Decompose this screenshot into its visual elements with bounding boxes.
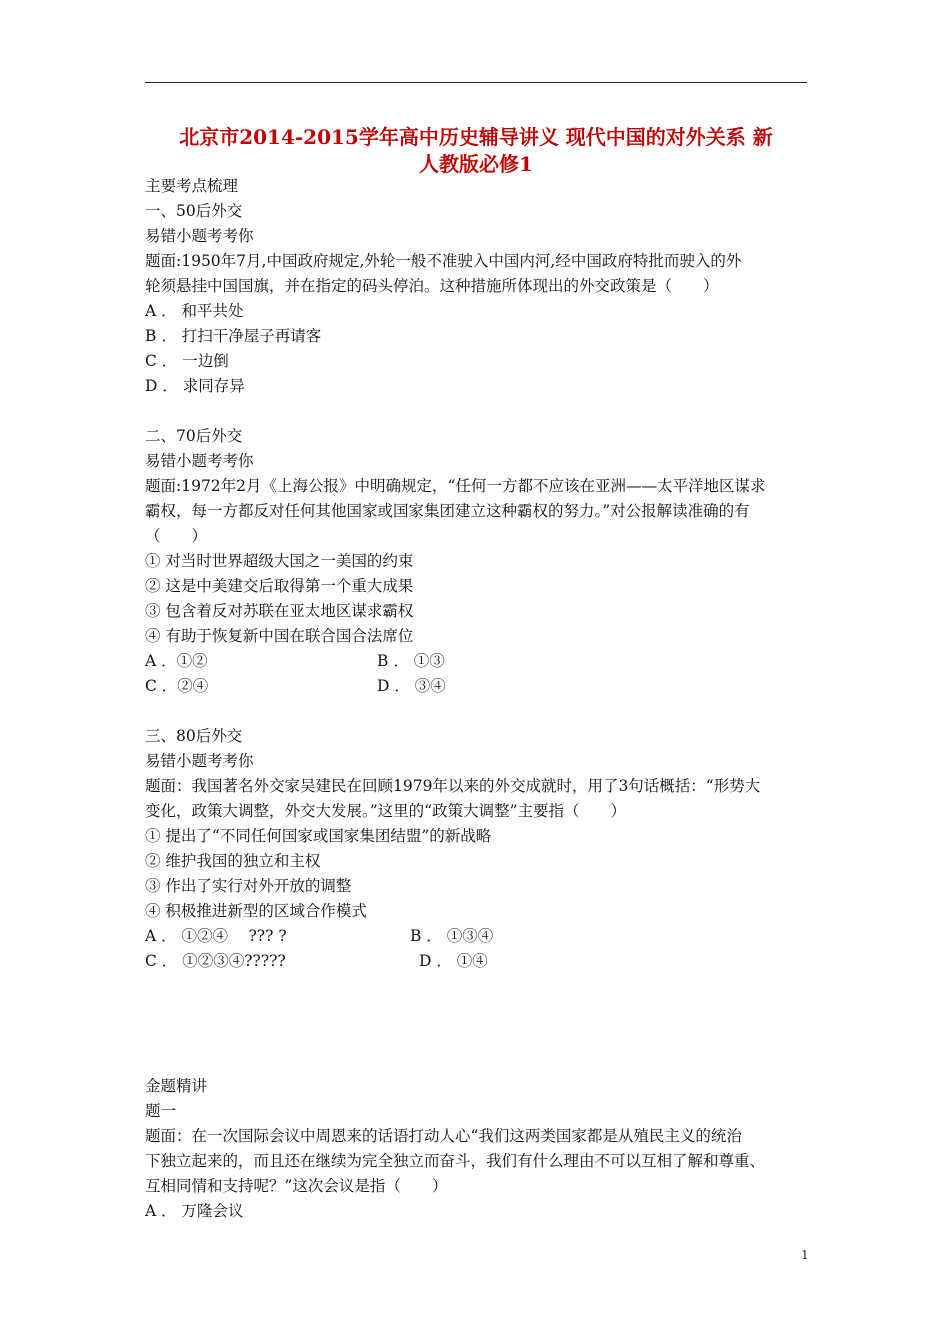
section-3-options-row-1 — [145, 924, 810, 949]
page-number: 1 — [801, 1248, 809, 1262]
section-2-heading: 二、70后外交 — [145, 427, 243, 445]
section-2-item-4: ④ 有助于恢复新中国在联合国合法席位 — [145, 627, 414, 645]
document-body — [145, 174, 810, 1224]
title-line-1: 北京市2014-2015学年高中历史辅导讲义 现代中国的对外关系 新 — [179, 125, 773, 149]
section-1-option-a: A ． 和平共处 — [145, 302, 244, 320]
section-3-option-b: B ． ①③④ — [410, 927, 494, 945]
section-1-option-b: B ． 打扫干净屋子再请客 — [145, 327, 322, 345]
section-4-question-line-3: 互相同情和支持呢？”这次会议是指（ ） — [145, 1177, 448, 1195]
section-1-question-line-2: 轮须悬挂中国国旗，并在指定的码头停泊。这种措施所体现出的外交政策是（ ） — [145, 277, 719, 295]
main-heading: 主要考点梳理 — [145, 177, 239, 195]
section-4-heading: 金题精讲 — [145, 1077, 208, 1095]
section-3-option-d: D ． ①④ — [419, 952, 488, 970]
section-1-question-line-1: 题面:1950年7月,中国政府规定,外轮一般不准驶入中国内河,经中国政府特批而驶入的外 — [145, 252, 742, 270]
section-2-option-c: C ．②④ — [145, 677, 209, 695]
section-4-question-line-1: 题面：在一次国际会议中周恩来的话语打动人心“我们这两类国家都是从殖民主义的统治 — [145, 1127, 742, 1145]
section-4-option-a: A ． 万隆会议 — [145, 1202, 244, 1220]
section-2-question-line-1: 题面:1972年2月《上海公报》中明确规定，“任何一方都不应该在亚洲——太平洋地区谋求 — [145, 477, 766, 495]
section-3-question-line-2: 变化，政策大调整，外交大发展。”这里的“政策大调整”主要指（ ） — [145, 802, 627, 820]
section-1-heading: 一、50后外交 — [145, 202, 243, 220]
section-4-question-line-2: 下独立起来的，而且还在继续为完全独立而奋斗，我们有什么理由不可以互相了解和尊重、 — [145, 1152, 766, 1170]
section-2-options-row-2 — [145, 674, 810, 699]
section-2-subheading: 易错小题考考你 — [145, 452, 254, 470]
section-3-item-4: ④ 积极推进新型的区域合作模式 — [145, 902, 367, 920]
section-3-question-line-1: 题面：我国著名外交家吴建民在回顾1979年以来的外交成就时，用了3句话概括：“形势大 — [145, 777, 761, 795]
spacer — [145, 1024, 810, 1049]
section-3-options-row-2 — [145, 949, 810, 974]
section-3-heading: 三、80后外交 — [145, 727, 243, 745]
section-2-item-1: ① 对当时世界超级大国之一美国的约束 — [145, 552, 414, 570]
section-1-option-c: C ． 一边倒 — [145, 352, 229, 370]
section-2-question-line-2: 霸权，每一方都反对任何其他国家或国家集团建立这种霸权的努力。”对公报解读准确的有 — [145, 502, 750, 520]
title-line-2: 人教版必修1 — [419, 152, 533, 176]
section-1-subheading: 易错小题考考你 — [145, 227, 254, 245]
section-3-item-1: ① 提出了“不同任何国家或国家集团结盟”的新战略 — [145, 827, 492, 845]
spacer — [145, 699, 810, 724]
section-3-option-c: C ． ①②③④????? — [145, 952, 286, 970]
section-1-option-d: D ． 求同存异 — [145, 377, 245, 395]
header-rule — [145, 82, 807, 83]
section-2-item-2: ② 这是中美建交后取得第一个重大成果 — [145, 577, 414, 595]
section-4-subheading: 题一 — [145, 1102, 177, 1120]
section-3-item-2: ② 维护我国的独立和主权 — [145, 852, 321, 870]
section-2-option-b: B ． ①③ — [377, 652, 445, 670]
spacer — [145, 399, 810, 424]
section-3-item-3: ③ 作出了实行对外开放的调整 — [145, 877, 352, 895]
spacer — [145, 1049, 810, 1074]
section-2-question-line-3: （ ） — [145, 527, 208, 545]
section-2-option-d: D ． ③④ — [377, 677, 446, 695]
section-3-option-a: A ． ①②④ ??? ? — [145, 927, 287, 945]
section-2-item-3: ③ 包含着反对苏联在亚太地区谋求霸权 — [145, 602, 414, 620]
section-2-options-row-1 — [145, 649, 810, 674]
section-2-option-a: A ．①② — [145, 652, 208, 670]
spacer — [145, 974, 810, 999]
section-3-subheading: 易错小题考考你 — [145, 752, 254, 770]
document-title — [145, 124, 807, 178]
spacer — [145, 999, 810, 1024]
